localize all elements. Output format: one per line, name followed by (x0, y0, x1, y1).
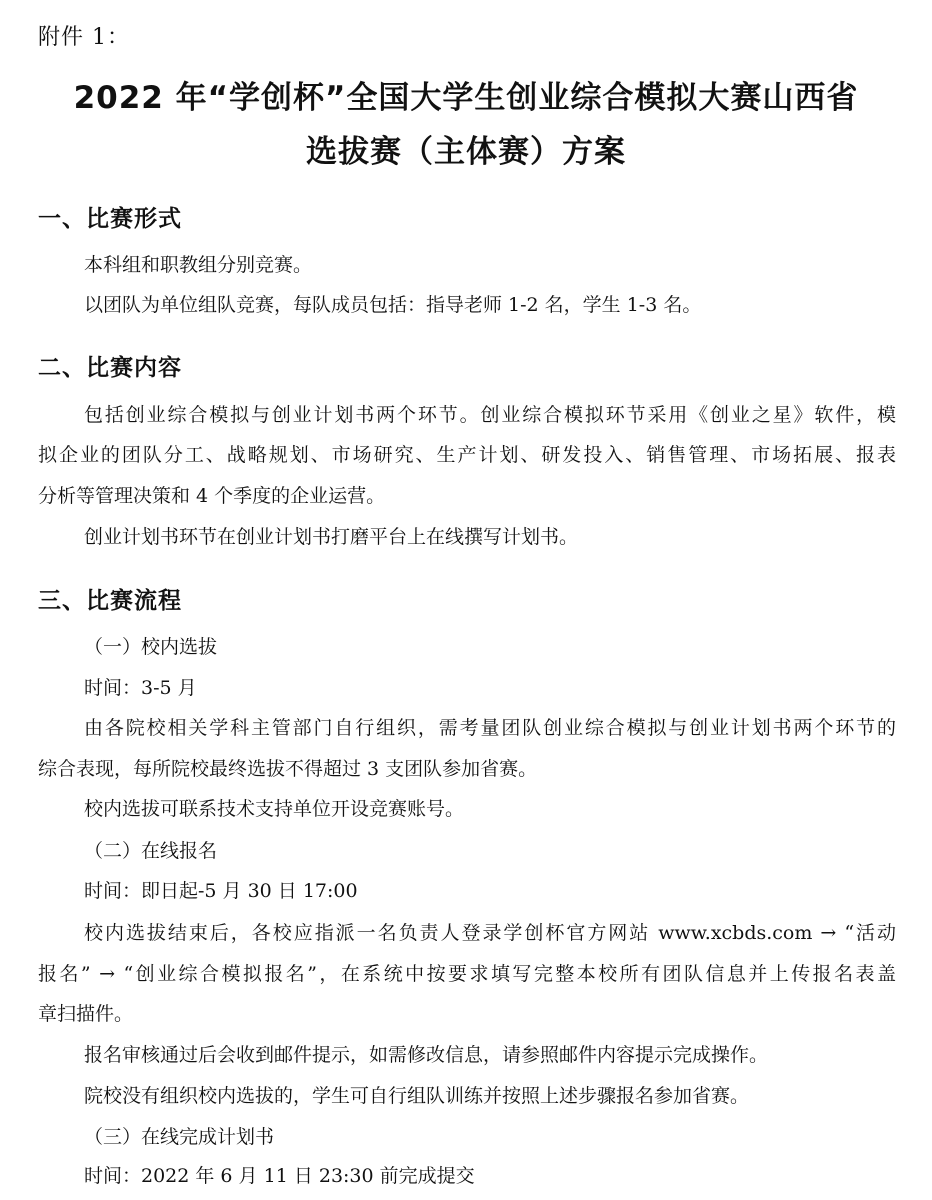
time-line: 时间：即日起-5 月 30 日 17:00 (84, 880, 358, 902)
paragraph: 校内选拔可联系技术支持单位开设竞赛账号。 (84, 798, 465, 820)
subsection-title: （一）校内选拔 (84, 636, 218, 658)
paragraph-line: 综合表现，每所院校最终选拔不得超过 3 支团队参加省赛。 (38, 758, 538, 780)
paragraph-line: 报名” → “创业综合模拟报名”，在系统中按要求填写完整本校所有团队信息并上传报名表盖 (38, 963, 896, 985)
paragraph: 报名审核通过后会收到邮件提示，如需修改信息，请参照邮件内容提示完成操作。 (84, 1044, 769, 1066)
section-heading-content: 二、比赛内容 (38, 355, 182, 381)
annex-label: 附件 1： (38, 25, 130, 50)
document-title-line-2: 选拔赛（主体赛）方案 (306, 134, 626, 170)
time-line: 时间：2022 年 6 月 11 日 23:30 前完成提交 (84, 1165, 475, 1187)
paragraph-line: 分析等管理决策和 4 个季度的企业运营。 (38, 485, 386, 507)
subsection-title: （二）在线报名 (84, 840, 218, 862)
paragraph: 本科组和职教组分别竞赛。 (84, 254, 313, 276)
section-heading-format: 一、比赛形式 (38, 206, 182, 232)
paragraph: 以团队为单位组队竞赛，每队成员包括：指导老师 1-2 名，学生 1-3 名。 (84, 294, 702, 316)
section-heading-process: 三、比赛流程 (38, 588, 182, 614)
paragraph-line: 拟企业的团队分工、战略规划、市场研究、生产计划、研发投入、销售管理、市场拓展、报表 (38, 444, 896, 466)
paragraph: 创业计划书环节在创业计划书打磨平台上在线撰写计划书。 (84, 526, 579, 548)
paragraph: 院校没有组织校内选拔的，学生可自行组队训练并按照上述步骤报名参加省赛。 (84, 1085, 750, 1107)
paragraph-line: 校内选拔结束后，各校应指派一名负责人登录学创杯官方网站 www.xcbds.com → “活动 (84, 922, 896, 944)
paragraph-line: 由各院校相关学科主管部门自行组织，需考量团队创业综合模拟与创业计划书两个环节的 (84, 717, 896, 739)
time-line: 时间：3-5 月 (84, 677, 197, 699)
paragraph-line: 章扫描件。 (38, 1003, 134, 1025)
subsection-title: （三）在线完成计划书 (84, 1126, 275, 1148)
paragraph-line: 包括创业综合模拟与创业计划书两个环节。创业综合模拟环节采用《创业之星》软件，模 (84, 404, 896, 426)
document-title-line-1: 2022 年“学创杯”全国大学生创业综合模拟大赛山西省 (73, 80, 859, 116)
